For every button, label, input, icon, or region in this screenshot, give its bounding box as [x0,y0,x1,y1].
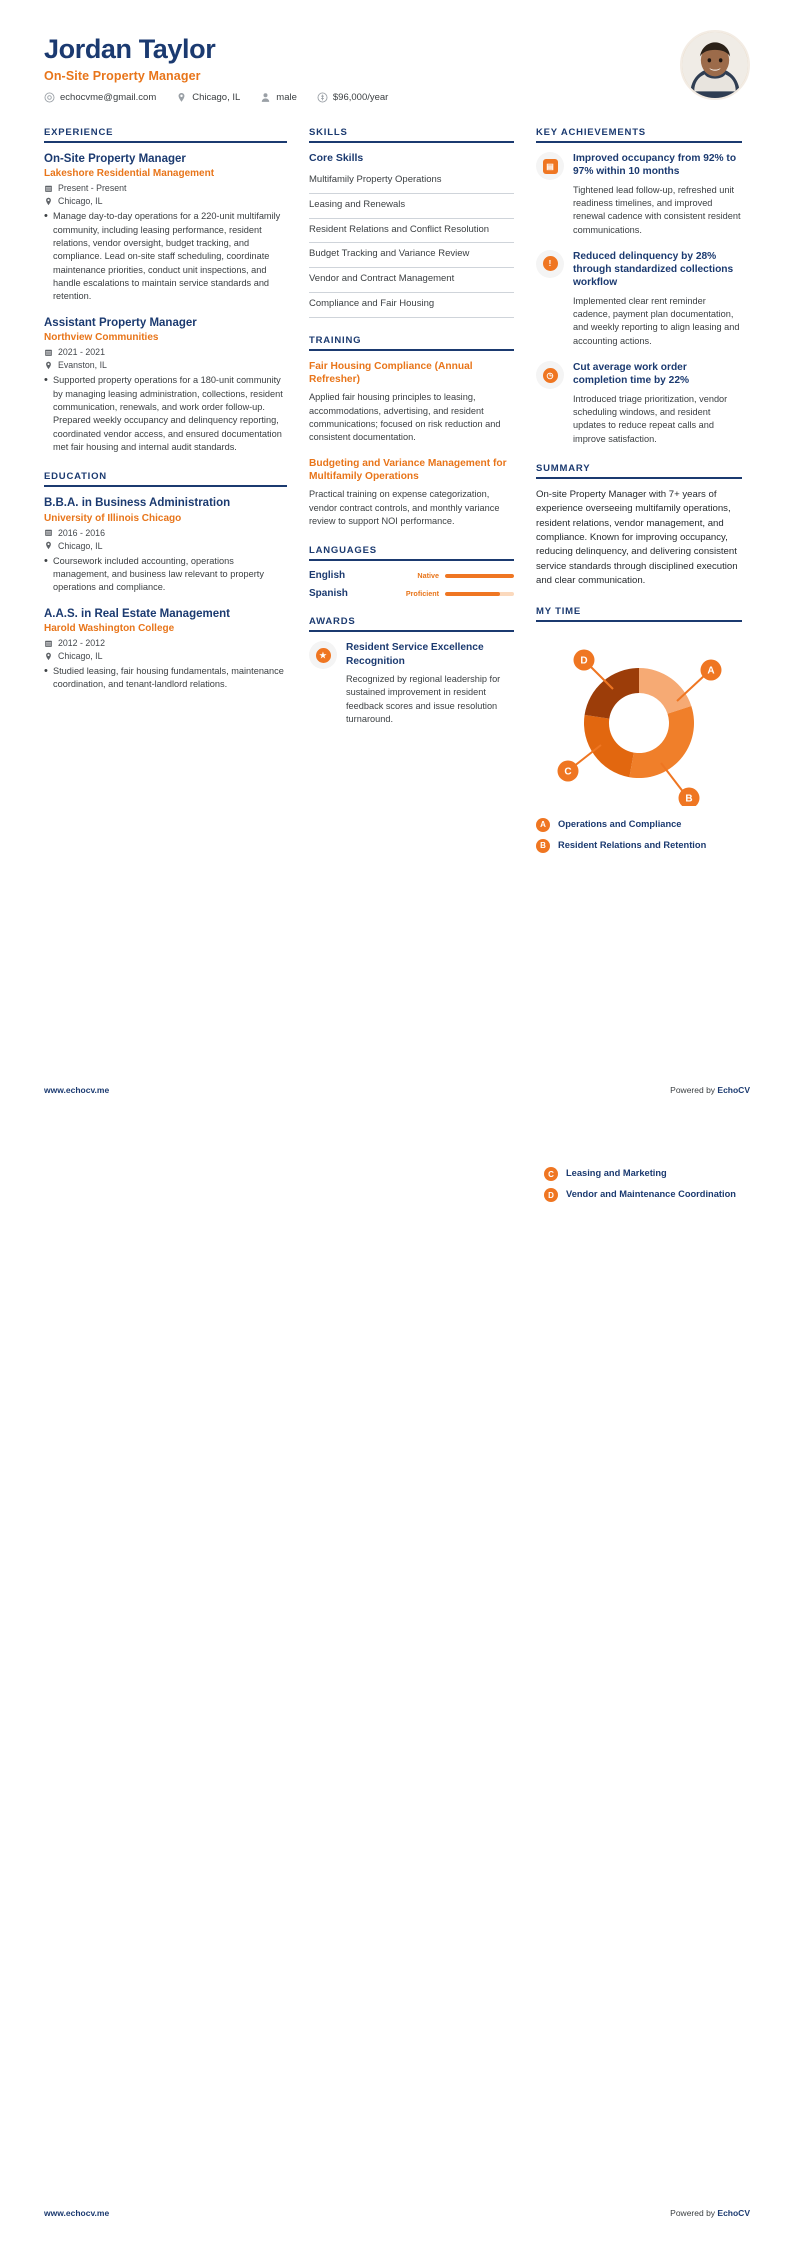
achievement-description: Implemented clear rent reminder cadence, payment plan documentation, and weekly reporting to align leasing and accounting actions. [573,295,740,346]
award-description: Recognized by regional leadership for sustained improvement in resident feedback scores and issue resolution turnaround. [346,673,501,724]
language-level: Native [417,571,439,581]
section-summary [536,463,742,589]
experience-dates [44,183,287,193]
section-key-achievements [536,127,742,446]
experience-entry [44,316,287,454]
training-name: Fair Housing Compliance (Annual Refresher) [309,360,473,386]
language-bar [445,574,514,578]
summary-text: On-site Property Manager with 7+ years of experience overseeing multifamily operations, resident relations, vendor management, and compliance. Known for improving occupancy, reducing delinquency, and delivering consistent service standards through disciplined execution and clear communication. [536,488,738,587]
location-icon [44,652,53,661]
contact-gender [260,92,297,103]
footer-powered-by [670,1085,750,1095]
award-badge [309,641,337,669]
experience-role: Assistant Property Manager [44,316,197,329]
legend-label: Vendor and Maintenance Coordination [566,1189,736,1199]
footer-brand: EchoCV [717,2208,750,2218]
location-icon [44,197,53,206]
avatar [680,30,750,100]
education-location [44,541,287,551]
experience-location [44,360,287,370]
calendar-icon [44,348,53,357]
legend-key-d: D [544,1188,558,1202]
legend-label: Leasing and Marketing [566,1168,667,1178]
legend-key-a: A [536,818,550,832]
footer-website: www.echocv.me [44,1085,110,1095]
resume-page-2 [0,1123,794,2246]
footer-powered-by [670,2208,750,2218]
page-title: Jordan Taylor [44,34,216,64]
bullet-dot-icon: • [44,210,48,223]
resume-columns [0,103,794,870]
section-rule [309,630,514,632]
column-right [536,127,742,870]
my-time-legend [536,818,742,853]
donut-key-a [701,659,722,680]
key-achievement-item [536,152,742,237]
section-skills [309,127,514,318]
education-dates-text: 2016 - 2016 [58,527,105,538]
my-time-legend-continued [544,1167,750,1202]
language-bar [445,592,514,596]
experience-org: Lakeshore Residential Management [44,168,215,180]
language-row [309,588,514,599]
education-entry [44,607,287,692]
section-rule [309,349,514,351]
education-entry [44,496,287,594]
key-achievement-item [536,250,742,348]
donut-slice-d [585,668,639,719]
education-dates-text: 2012 - 2012 [58,638,105,649]
experience-dates [44,347,287,357]
experience-bullets [44,210,287,303]
education-location-text: Chicago, IL [58,540,103,551]
education-degree: B.B.A. in Business Administration [44,497,231,510]
clock-icon: ◷ [543,368,558,383]
section-title-key-achievements: KEY ACHIEVEMENTS [536,127,646,139]
language-row [309,570,514,581]
skill-item: Resident Relations and Conflict Resolution [309,219,514,244]
skill-item: Leasing and Renewals [309,194,514,219]
page-footer-1 [44,1085,750,1095]
achievement-body [573,152,742,237]
section-title-skills: SKILLS [309,127,348,139]
award-body [346,641,514,726]
footer-brand: EchoCV [717,1085,750,1095]
skill-item: Compliance and Fair Housing [309,293,514,318]
training-name: Budgeting and Variance Management for Multifamily Operations [309,457,507,483]
bullet-dot-icon: • [44,554,48,567]
svg-text:A: A [707,665,715,677]
location-icon [176,92,187,103]
page-2-content [0,1123,794,1202]
contact-email [44,92,156,103]
experience-bullets [44,374,287,454]
footer-powered-prefix: Powered by [670,1085,718,1095]
legend-label: Operations and Compliance [558,818,682,829]
section-rule [44,141,287,143]
section-rule [309,141,514,143]
section-rule [536,620,742,622]
page-footer-2 [44,2208,750,2218]
award-name: Resident Service Excellence Recognition [346,642,484,667]
svg-text:B: B [685,793,693,805]
salary-icon [317,92,328,103]
achievement-body [573,361,742,446]
location-icon [44,361,53,370]
location-icon [44,541,53,550]
section-awards [309,616,514,726]
donut-svg [544,631,734,806]
legend-label: Resident Relations and Retention [558,839,707,850]
avatar-photo-icon [682,32,748,98]
section-title-my-time: MY TIME [536,605,582,617]
education-bullets [44,665,287,692]
calendar-icon [44,528,53,537]
calendar-icon [44,639,53,648]
contact-email-text: echocvme@gmail.com [60,92,157,104]
achievement-title: Improved occupancy from 92% to 97% within 10 months [573,153,737,178]
contact-salary-text: $96,000/year [332,92,389,104]
legend-key-c: C [544,1167,558,1181]
section-education [44,471,287,691]
email-icon [44,92,55,103]
bullet-item [44,665,287,692]
donut-slice-a [639,668,691,714]
achievement-description: Introduced triage prioritization, vendor scheduling windows, and resident updates to reduce repeat calls and improve satisfaction. [573,393,728,444]
svg-text:D: D [580,655,588,667]
section-rule [309,559,514,561]
svg-text:C: C [564,766,572,778]
education-school: Harold Washington College [44,623,175,635]
donut-slice-c [584,715,634,777]
bullet-item [44,555,287,595]
donut-key-d [574,649,595,670]
donut-leader-b [661,763,684,793]
bullet-text: Supported property operations for a 180-unit community by managing leasing administration, collections, resident communication, renewals, and work order follow-up. Prepared weekly occupancy and delinquency reporting, coordinated vendor access, and ensured documentation met fair housing and internal audit standards. [53,375,283,452]
chart-document-icon: ▤ [543,159,558,174]
bullet-text: Coursework included accounting, operations management, and business law relevant to property operations and compliance. [53,555,264,593]
experience-org: Northview Communities [44,332,159,344]
section-title-summary: SUMMARY [536,462,591,474]
person-icon [260,92,271,103]
section-languages [309,545,514,599]
education-school: University of Illinois Chicago [44,512,182,524]
column-left [44,127,287,709]
contact-location [176,92,240,103]
section-training [309,335,514,528]
donut-slice-b [629,706,694,778]
section-experience [44,127,287,454]
bullet-text: Manage day-to-day operations for a 220-unit multifamily community, including leasing performance, resident relations, vendor oversight, budget tracking, and compliance. Lead on-site staff scheduling, coordinate maintenance priorities, conduct unit inspections, and handle escalations to maintain service standards and retention. [53,211,281,302]
skills-group-label: Core Skills [309,152,364,165]
legend-item [536,839,742,853]
award-item [309,641,514,726]
legend-item [544,1167,750,1181]
experience-dates-text: 2021 - 2021 [58,347,105,358]
bullet-text: Studied leasing, fair housing fundamentals, maintenance coordination, and tenant-landlord relations. [53,666,284,690]
column-middle [309,127,514,743]
bullet-dot-icon: • [44,665,48,678]
section-title-experience: EXPERIENCE [44,127,114,139]
donut-key-c [558,760,579,781]
education-degree: A.A.S. in Real Estate Management [44,607,230,620]
education-dates [44,528,287,538]
achievement-badge [536,152,564,180]
contact-salary [317,92,388,103]
bullet-item [44,374,287,454]
achievement-badge [536,250,564,278]
section-rule [536,141,742,143]
bullet-dot-icon: • [44,374,48,387]
calendar-icon [44,184,53,193]
training-description: Applied fair housing principles to leasing, accommodations, advertising, and resident communications; focused on risk reduction and consistent documentation. [309,392,501,443]
skill-item: Budget Tracking and Variance Review [309,243,514,268]
medal-icon: ★ [316,648,331,663]
section-rule [44,485,287,487]
experience-role: On-Site Property Manager [44,153,186,166]
section-title-languages: LANGUAGES [309,545,377,557]
experience-entry [44,152,287,304]
contact-location-text: Chicago, IL [192,92,241,104]
resume-header [0,0,794,103]
education-location [44,651,287,661]
experience-location-text: Chicago, IL [58,196,103,207]
language-name: Spanish [309,588,348,600]
alert-icon: ! [543,256,558,271]
education-bullets [44,555,287,595]
footer-powered-prefix: Powered by [670,2208,718,2218]
achievement-title: Reduced delinquency by 28% through standardized collections workflow [573,250,734,289]
skill-item: Multifamily Property Operations [309,169,514,194]
legend-item [544,1188,750,1202]
education-dates [44,638,287,648]
bullet-item [44,210,287,303]
my-time-donut-chart [536,631,742,806]
experience-location-text: Evanston, IL [58,360,107,371]
experience-location [44,196,287,206]
achievement-description: Tightened lead follow-up, refreshed unit readiness timelines, and improved renewal cadence with consistent resident communications. [573,184,741,235]
training-description: Practical training on expense categorization, vendor contract controls, and monthly variance review to support NOI performance. [309,489,500,526]
achievement-body [573,250,742,348]
language-level: Proficient [405,589,439,599]
contact-gender-text: male [276,92,297,104]
footer-website: www.echocv.me [44,2208,110,2218]
section-rule [536,477,742,479]
section-title-awards: AWARDS [309,616,356,628]
key-achievement-item [536,361,742,446]
section-my-time [536,606,742,853]
section-title-training: TRAINING [309,334,362,346]
section-title-education: EDUCATION [44,471,107,483]
training-entry [309,457,514,529]
contact-row [44,92,750,103]
header-subtitle: On-Site Property Manager [44,69,201,84]
education-location-text: Chicago, IL [58,651,103,662]
legend-key-b: B [536,839,550,853]
experience-dates-text: Present - Present [58,183,127,194]
training-entry [309,360,514,445]
achievement-title: Cut average work order completion time by 22% [573,362,690,387]
achievement-badge [536,361,564,389]
skill-item: Vendor and Contract Management [309,268,514,293]
language-name: English [309,570,346,582]
legend-item [536,818,742,832]
